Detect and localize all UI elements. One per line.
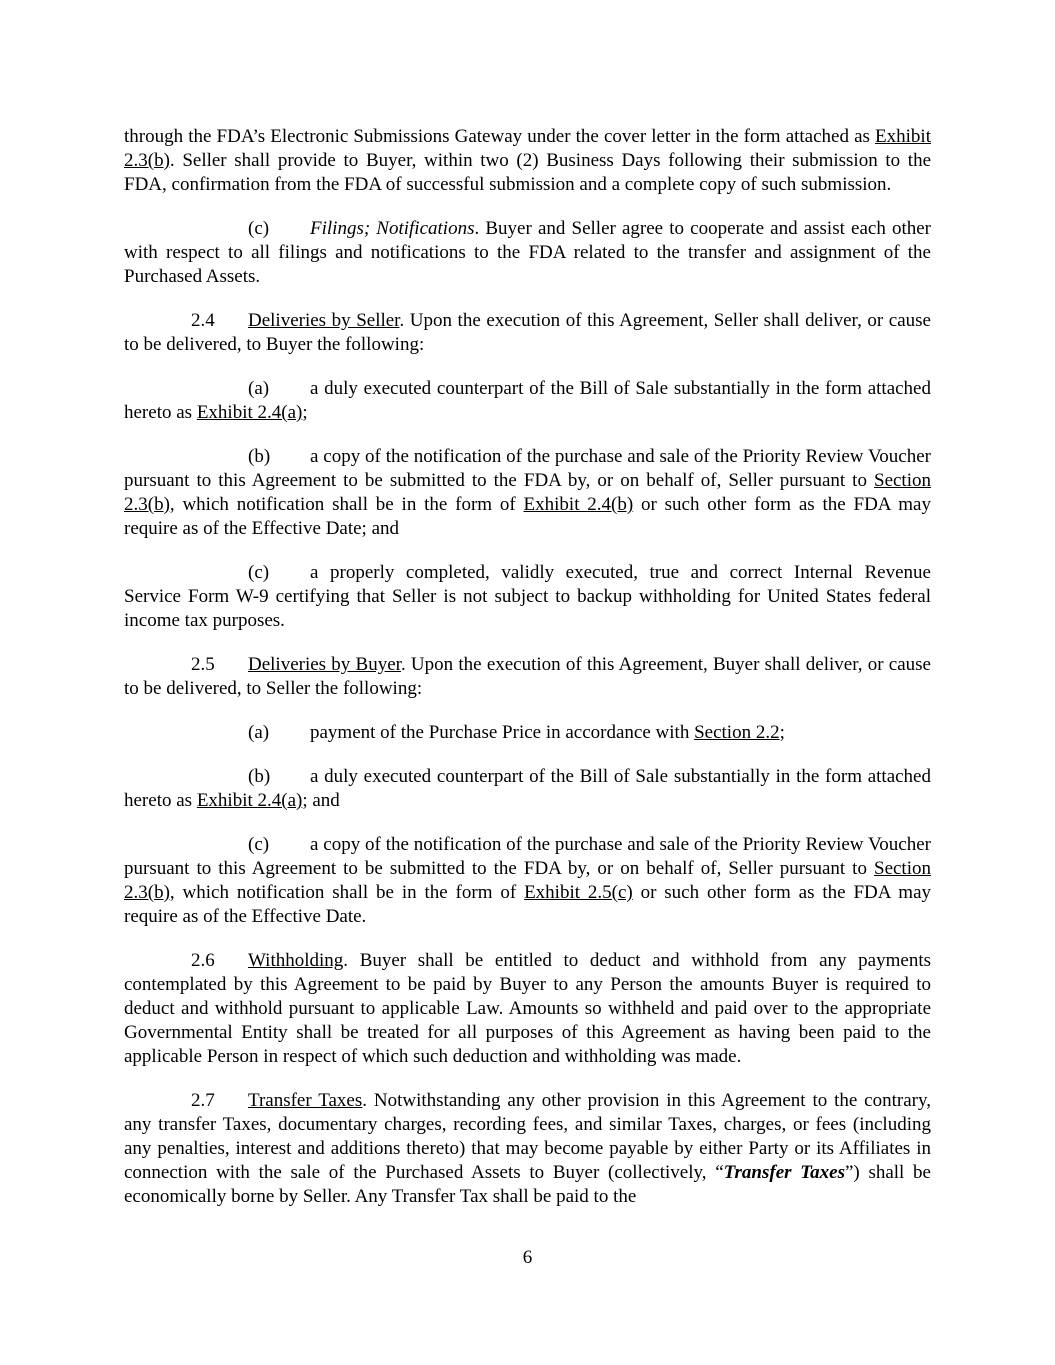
paragraph-fda-submission: through the FDA’s Electronic Submissions Gateway under the cover letter in the form attached as Exhibit 2.3(b). Seller shall provide to Buyer, within two (2) Business Days following their submission to the FDA, confirmation from the FDA of successful submission and a complete copy of such submission. (124, 126, 931, 195)
clause-label: (c) (248, 218, 270, 239)
section-number: 2.7 (191, 1090, 215, 1111)
section-2-7-transfer-taxes: 2.7 Transfer Taxes. Notwithstanding any other provision in this Agreement to the contrary, any transfer Taxes, documentary charges, recording fees, and similar Taxes, charges, or fees (including any penalties, interest and additions thereto) that may become payable by either Party or its Affiliates in connection with the sale of the Purchased Assets to Buyer (collectively, “Transfer Taxes”) shall be economically borne by Seller. Any Transfer Tax shall be paid to the (124, 1090, 931, 1207)
exhibit-ref: Exhibit 2.4(b) (523, 494, 634, 515)
section-2-5-heading: 2.5 Deliveries by Buyer. Upon the execution of this Agreement, Buyer shall deliver, or cause to be delivered, to Seller the following: (124, 654, 931, 699)
clause-label: (c) (248, 834, 270, 855)
clause-label: (a) (248, 378, 270, 399)
defined-term: Transfer Taxes (723, 1162, 845, 1183)
section-2-4-item-b: (b) a copy of the notification of the purchase and sale of the Priority Review Voucher pursuant to this Agreement to be submitted to the FDA by, or on behalf of, Seller pursuant to Section 2.3(b), which notification shall be in the form of Exhibit 2.4(b) or such other form as the FDA may require as of the Effective Date; and (124, 446, 931, 539)
section-ref: Section 2.3(b) (124, 470, 931, 515)
exhibit-ref: Exhibit 2.4(a) (196, 790, 303, 811)
clause-title: Filings; Notifications (310, 218, 475, 239)
section-2-5-item-c: (c) a copy of the notification of the purchase and sale of the Priority Review Voucher pursuant to this Agreement to be submitted to the FDA by, or on behalf of, Seller pursuant to Section 2.3(b), which notification shall be in the form of Exhibit 2.5(c) or such other form as the FDA may require as of the Effective Date. (124, 834, 932, 927)
section-number: 2.6 (191, 950, 215, 971)
section-title: Deliveries by Seller (248, 310, 400, 331)
section-ref: Section 2.3(b) (124, 858, 931, 903)
section-title: Transfer Taxes (248, 1090, 363, 1111)
section-title: Deliveries by Buyer (248, 654, 401, 675)
section-2-4-item-c: (c) a properly completed, validly executed, true and correct Internal Revenue Service Form W-9 certifying that Seller is not subject to backup withholding for United States federal income tax purposes. (124, 562, 931, 631)
exhibit-ref: Exhibit 2.5(c) (524, 882, 633, 903)
section-title: Withholding (248, 950, 344, 971)
clause-label: (a) (248, 722, 270, 743)
section-number: 2.5 (191, 654, 215, 675)
exhibit-ref: Exhibit 2.3(b) (124, 126, 931, 171)
clause-label: (b) (248, 446, 271, 467)
page-number: 6 (522, 1247, 533, 1268)
document-page (124, 125, 931, 1209)
section-2-6-withholding: 2.6 Withholding. Buyer shall be entitled to deduct and withhold from any payments contemplated by this Agreement to be paid by Buyer to any Person the amounts Buyer is required to deduct and withhold pursuant to applicable Law. Amounts so withheld and paid over to the appropriate Governmental Entity shall be treated for all purposes of this Agreement as having been paid to the applicable Person in respect of which such deduction and withholding was made. (124, 950, 931, 1067)
section-2-5-item-b: (b) a duly executed counterpart of the Bill of Sale substantially in the form attached hereto as Exhibit 2.4(a); and (124, 766, 931, 811)
section-2-4-item-a: (a) a duly executed counterpart of the Bill of Sale substantially in the form attached hereto as Exhibit 2.4(a); (124, 378, 931, 423)
section-2-4-heading: 2.4 Deliveries by Seller. Upon the execution of this Agreement, Seller shall deliver, or cause to be delivered, to Buyer the following: (124, 310, 931, 355)
paragraph-filings-notifications: (c) Filings; Notifications. Buyer and Seller agree to cooperate and assist each other with respect to all filings and notifications to the FDA related to the transfer and assignment of the Purchased Assets. (124, 218, 931, 287)
section-ref: Section 2.2 (694, 722, 780, 743)
section-number: 2.4 (191, 310, 215, 331)
exhibit-ref: Exhibit 2.4(a) (196, 402, 303, 423)
clause-label: (c) (248, 562, 270, 583)
section-2-5-item-a: (a) payment of the Purchase Price in accordance with Section 2.2; (248, 722, 785, 743)
clause-label: (b) (248, 766, 271, 787)
